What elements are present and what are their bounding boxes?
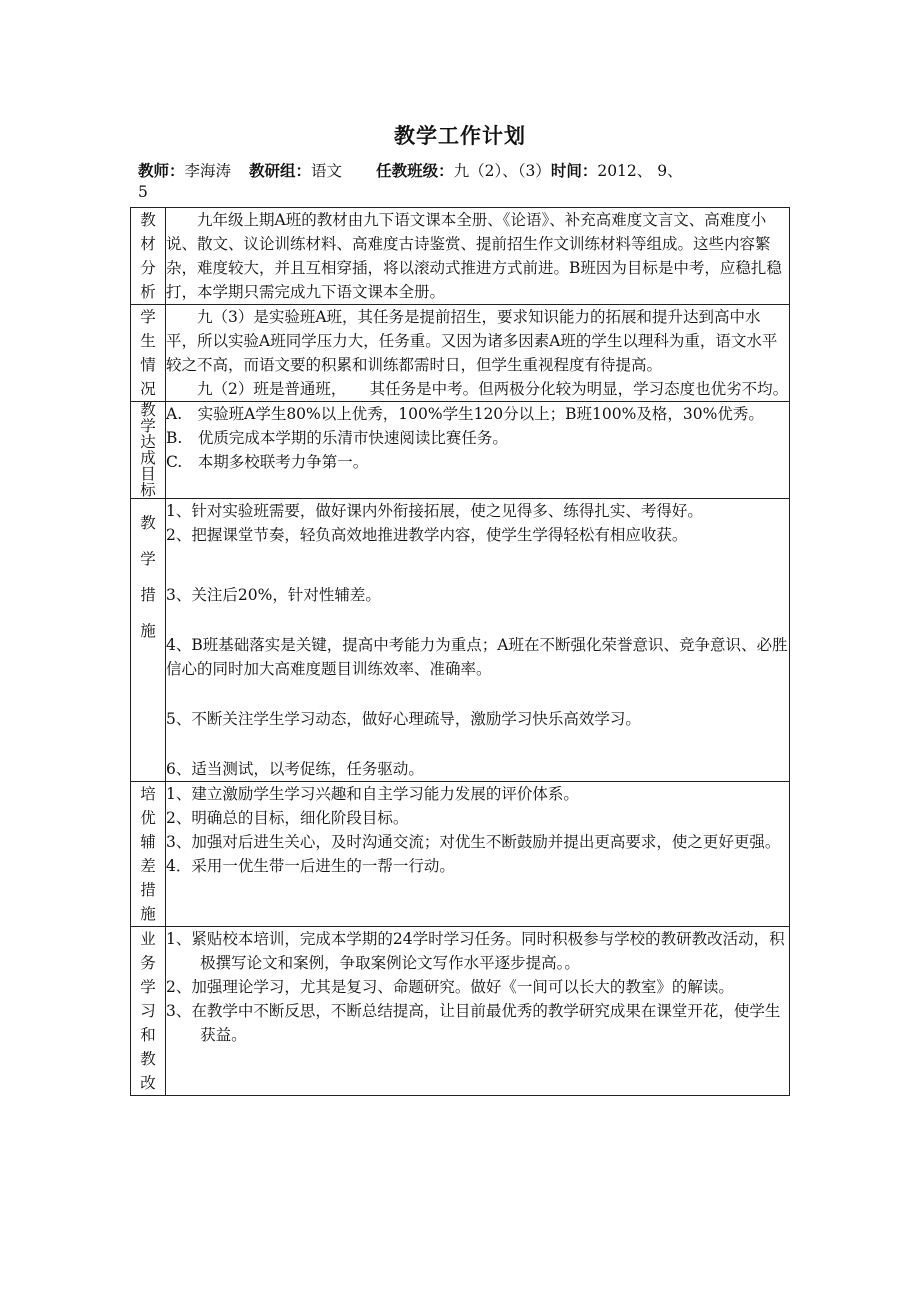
document-meta (138, 161, 788, 203)
goal-item: C. 本期多校联考力争第一。 (166, 453, 369, 471)
measure-item: 3、关注后20%，针对性辅差。 (166, 586, 381, 604)
row-content-professional (166, 927, 790, 1096)
material-paragraph: 九年级上期A班的教材由九下语文课本全册、《论语》、补充高难度文言文、高难度小说、散文、议论训练材料、高难度古诗鉴赏、提前招生作文训练材料等组成。这些内容繁杂，难度较大，并且互相穿插，将以滚动式推进方式前进。B班因为目标是中考，应稳扎稳打，本学期只需完成九下语文课本全册。 (166, 211, 782, 301)
label-char: 学 (140, 978, 156, 996)
label-char: 情 (140, 356, 156, 374)
row-content-students (166, 305, 790, 402)
label-char: 分 (140, 259, 156, 277)
label-char: 学 (140, 550, 156, 568)
tutoring-item: 3、加强对后进生关心，及时沟通交流；对优生不断鼓励并提出更高要求，使之更好更强。 (166, 833, 781, 851)
label-char: 培 (140, 785, 156, 803)
label-char: 和 (140, 1026, 156, 1044)
teacher-name: 李海涛 (184, 162, 232, 180)
label-char: 施 (140, 905, 156, 923)
class-label: 任教班级： (376, 162, 454, 180)
label-char: 辅 (140, 833, 156, 851)
professional-item: 1、紧贴校本培训，完成本学期的24学时学习任务。同时积极参与学校的教研教改活动，积极撰写论文和案例，争取案例论文写作水平逐步提高。。 (166, 930, 785, 972)
tutoring-item: 4．采用一优生带一后进生的一帮一行动。 (166, 857, 455, 875)
table-row-tutoring (131, 782, 790, 927)
measure-item: 1、针对实验班需要，做好课内外衔接拓展，使之见得多、练得扎实、考得好。 (166, 502, 703, 520)
label-char: 差 (140, 857, 156, 875)
label-char: 成 (140, 449, 156, 467)
group-label: 教研组： (249, 162, 312, 180)
table-row-professional (131, 927, 790, 1096)
label-char: 业 (140, 930, 156, 948)
tutoring-item: 1、建立激励学生学习兴趣和自主学习能力发展的评价体系。 (166, 785, 579, 803)
professional-item: 3、在教学中不断反思，不断总结提高，让目前最优秀的教学研究成果在课堂开花，使学生获益。 (166, 1002, 781, 1044)
label-char: 材 (140, 235, 156, 253)
row-content-tutoring (166, 782, 790, 927)
row-label-professional (131, 927, 166, 1096)
label-char: 优 (140, 809, 156, 827)
label-char: 目 (140, 465, 156, 483)
group-name: 语文 (311, 162, 343, 180)
label-char: 改 (140, 1074, 156, 1092)
label-char: 措 (140, 586, 156, 604)
goal-item: B. 优质完成本学期的乐清市快速阅读比赛任务。 (166, 429, 508, 447)
label-char: 教 (140, 1050, 156, 1068)
time-value: 2012、 9、 (597, 162, 683, 180)
label-char: 标 (140, 481, 156, 499)
students-paragraph-1: 九（3）是实验班A班，其任务是提前招生，要求知识能力的拓展和提升达到高中水平，所以实验A班同学压力大，任务重。又因为诸多因素A班的学生以理科为重，语文水平较之不高，而语文要的积累和训练都需时日，但学生重视程度有待提高。 (166, 308, 778, 374)
label-char: 达 (140, 433, 156, 451)
table-row-goals (131, 402, 790, 499)
label-char: 析 (140, 283, 156, 301)
row-label-measures (131, 499, 166, 782)
label-char: 施 (140, 622, 156, 640)
professional-item: 2、加强理论学习，尤其是复习、命题研究。做好《一间可以长大的教室》的解读。 (166, 978, 734, 996)
class-value: 九（2）、（3） (453, 162, 551, 180)
row-content-goals (166, 402, 790, 499)
measure-item: 5、不断关注学生学习动态，做好心理疏导，激励学习快乐高效学习。 (166, 710, 641, 728)
label-char: 生 (140, 332, 156, 350)
label-char: 况 (140, 380, 156, 398)
measure-item: 4、B班基础落实是关键，提高中考能力为重点；A班在不断强化荣誉意识、竞争意识、必胜信心的同时加大高难度题目训练效率、准确率。 (166, 636, 788, 678)
label-char: 习 (140, 1002, 156, 1020)
document-title: 教学工作计划 (394, 124, 526, 148)
label-char: 教 (140, 514, 156, 532)
measure-item: 2、把握课堂节奏，轻负高效地推进教学内容，使学生学得轻松有相应收获。 (166, 526, 688, 544)
label-char: 务 (140, 954, 156, 972)
row-content-material (166, 208, 790, 305)
row-label-goals (131, 402, 166, 499)
time-value-continued: 5 (138, 183, 148, 201)
students-paragraph-2: 九（2）班是普通班， 其任务是中考。但两极分化较为明显，学习态度也优劣不均。 (197, 380, 789, 398)
teacher-label: 教师： (138, 162, 185, 180)
row-label-students (131, 305, 166, 402)
label-char: 学 (140, 308, 156, 326)
label-char: 学 (140, 417, 156, 435)
table-row-students (131, 305, 790, 402)
measure-item: 6、适当测试，以考促练，任务驱动。 (166, 760, 424, 778)
row-content-measures (166, 499, 790, 782)
label-char: 教 (140, 401, 156, 419)
label-char: 措 (140, 881, 156, 899)
goal-item: A. 实验班A学生80%以上优秀，100%学生120分以上；B班100%及格，30%优秀。 (166, 405, 764, 423)
row-label-material (131, 208, 166, 305)
label-char: 教 (140, 211, 156, 229)
plan-table (130, 207, 790, 1096)
table-row-material (131, 208, 790, 305)
time-label: 时间： (550, 162, 598, 180)
row-label-tutoring (131, 782, 166, 927)
table-row-measures (131, 499, 790, 782)
tutoring-item: 2、明确总的目标，细化阶段目标。 (166, 809, 409, 827)
